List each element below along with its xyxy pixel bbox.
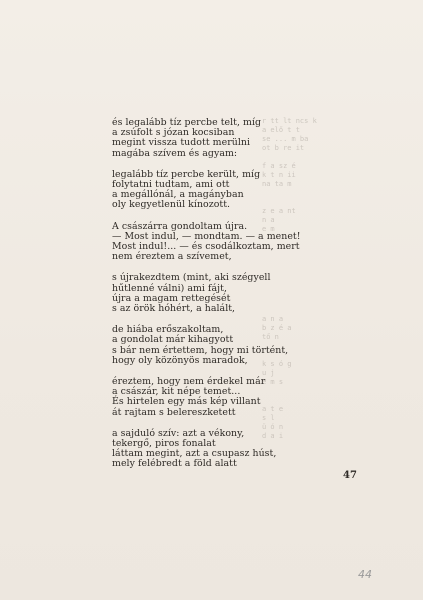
poem-line: Most indul!... — és csodálkoztam, mert <box>112 241 300 253</box>
poem-line: hogy oly közönyös maradok, <box>112 354 248 366</box>
show-through-line: ü ó n <box>262 423 284 431</box>
poem-body <box>112 118 342 481</box>
show-through-line: e m <box>262 225 275 233</box>
poem-line: mely felébredt a föld alatt <box>112 458 237 470</box>
show-through-line: k s ó g <box>262 360 292 368</box>
stanza-3 <box>112 222 342 263</box>
stanza-4 <box>112 273 342 314</box>
page-number: 47 <box>343 470 357 481</box>
poem-line: a sajduló szív: azt a vékony, <box>112 427 245 439</box>
poem-line: de hiába erőszakoltam, <box>112 324 224 336</box>
show-through-line: s l <box>262 414 275 422</box>
poem-line: láttam megint, azt a csupasz húst, <box>112 448 277 460</box>
show-through-line: tő n <box>262 333 279 341</box>
show-through-line: se ... m ba <box>262 135 309 143</box>
stanza-2 <box>112 170 342 211</box>
poem-line: tekergő, piros fonalat <box>112 438 216 450</box>
show-through-line: a t e <box>262 405 284 413</box>
stanza-5 <box>112 325 342 366</box>
poem-line: A császárra gondoltam újra. <box>112 220 248 232</box>
poem-line: folytatni tudtam, ami ott <box>112 179 230 191</box>
stanza-1 <box>112 118 342 159</box>
poem-line: és legalább tíz percbe telt, míg <box>112 117 262 128</box>
poem-line: éreztem, hogy nem érdekel már <box>112 376 266 388</box>
show-through-line: u j <box>262 369 275 377</box>
poem-line: s az örök hóhért, a halált, <box>112 303 236 315</box>
poem-line: — Most indul, — mondtam. — a menet! <box>112 230 301 242</box>
show-through-line: d a i <box>262 432 284 440</box>
poem-line: És hirtelen egy más kép villant <box>112 396 261 408</box>
poem-line: megint vissza tudott merülni <box>112 137 251 149</box>
poem-line: a megállónál, a magányban <box>112 189 244 201</box>
stanza-6 <box>112 377 342 418</box>
show-through-line: r tt lt ncs k <box>262 117 317 125</box>
poem-line: hűtlenné válni) ami fájt, <box>112 282 227 294</box>
poem-line: s újrakezdtem (mint, aki szégyell <box>112 272 271 284</box>
poem-line: a császár, kit népe temet... <box>112 386 241 398</box>
show-through-line: z e a nt <box>262 207 296 215</box>
poem-line: újra a magam rettegését <box>112 292 231 304</box>
show-through-line: b z é a <box>262 324 292 332</box>
show-through-line: f a sz é <box>262 162 296 170</box>
poem-line: a gondolat már kihagyott <box>112 334 234 346</box>
show-through-line: k t n ii <box>262 171 296 179</box>
show-through-line: a n a <box>262 315 284 323</box>
show-through-line: a elő t t <box>262 126 300 134</box>
poem-line: magába szívem és agyam: <box>112 147 238 159</box>
show-through-line: na ta m <box>262 180 292 188</box>
poem-line: nem éreztem a szívemet, <box>112 251 232 263</box>
pencil-page-note: 44 <box>358 568 372 581</box>
poem-line: s bár nem értettem, hogy mi történt, <box>112 344 289 356</box>
stanza-7 <box>112 429 342 470</box>
poem-line: oly kegyetlenül kínozott. <box>112 199 231 211</box>
poem-line: legalább tíz percbe került, míg <box>112 168 261 180</box>
poem-line: át rajtam s belereszketett <box>112 406 236 418</box>
show-through-line: e m s <box>262 378 284 386</box>
show-through-line: ot b re it <box>262 144 305 152</box>
show-through-line: n a <box>262 216 275 224</box>
poem-line: a zsúfolt s józan kocsiban <box>112 127 235 139</box>
